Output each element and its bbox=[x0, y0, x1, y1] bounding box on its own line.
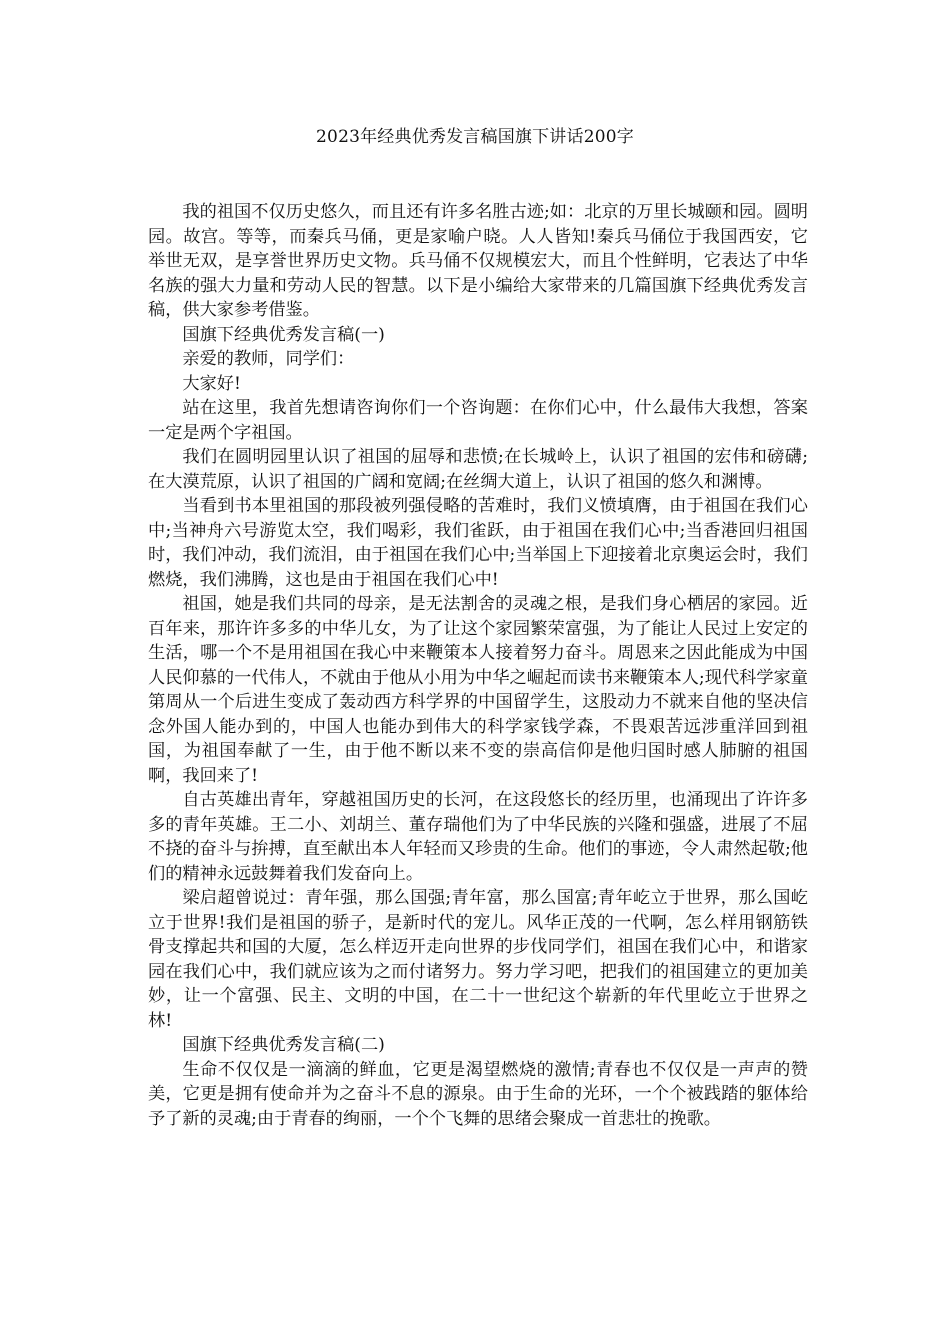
paragraph: 当看到书本里祖国的那段被列强侵略的苦难时，我们义愤填膺，由于祖国在我们心中;当神舟六号游览太空，我们喝彩，我们雀跃，由于祖国在我们心中;当香港回归祖国时，我们冲动，我们流泪，由于祖国在我们心中;当举国上下迎接着北京奥运会时，我们燃烧，我们沸腾，这也是由于祖国在我们心中! bbox=[148, 496, 808, 590]
greeting: 大家好! bbox=[182, 373, 241, 394]
paragraph: 站在这里，我首先想请咨询你们一个咨询题：在你们心中，什么最伟大我想，答案一定是两个字祖国。 bbox=[148, 398, 808, 443]
paragraph: 祖国，她是我们共同的母亲，是无法割舍的灵魂之根，是我们身心栖居的家园。近百年来，那许许多多的中华儿女，为了让这个家园繁荣富强，为了能让人民过上安定的生活，哪一个不是用祖国在我心中来鞭策本人接着努力奋斗。周恩来之因此能成为中国人民仰慕的一代伟人，不就由于他从小用为中华之崛起而读书来鞭策本人;现代科学家童第周从一个后进生变成了轰动西方科学界的中国留学生，这股动力不就来自他的坚决信念外国人能办到的，中国人也能办到伟大的科学家钱学森，不畏艰苦远涉重洋回到祖国，为祖国奉献了一生，由于他不断以来不变的崇高信仰是他归国时感人肺腑的祖国啊，我回来了! bbox=[148, 594, 808, 786]
section-heading: 国旗下经典优秀发言稿(二) bbox=[182, 1035, 385, 1055]
paragraph: 我的祖国不仅历史悠久，而且还有许多名胜古迹;如：北京的万里长城颐和园。圆明园。故宫。等等，而秦兵马俑，更是家喻户晓。人人皆知!秦兵马俑位于我国西安，它举世无双，是享誉世界历史文物。兵马俑不仅规模宏大，而且个性鲜明，它表达了中华名族的强大力量和劳动人民的智慧。以下是小编给大家带来的几篇国旗下经典优秀发言稿，供大家参考借鉴。 bbox=[148, 202, 808, 320]
paragraph: 梁启超曾说过：青年强，那么国强;青年富，那么国富;青年屹立于世界，那么国屹立于世界!我们是祖国的骄子，是新时代的宠儿。风华正茂的一代啊，怎么样用钢筋铁骨支撑起共和国的大厦，怎么样迈开走向世界的步伐同学们，祖国在我们心中，和谐家园在我们心中，我们就应该为之而付诸努力。努力学习吧，把我们的祖国建立的更加美妙，让一个富强、民主、文明的中国，在二十一世纪这个崭新的年代里屹立于世界之林! bbox=[148, 888, 808, 1031]
paragraph: 生命不仅仅是一滴滴的鲜血，它更是渴望燃烧的激情;青春也不仅仅是一声声的赞美，它更是拥有使命并为之奋斗不息的源泉。由于生命的光环，一个个被践踏的躯体给予了新的灵魂;由于青春的绚丽，一个个飞舞的思绪会聚成一首悲壮的挽歌。 bbox=[148, 1059, 808, 1129]
document-body bbox=[148, 200, 808, 1131]
paragraph: 我们在圆明园里认识了祖国的屈辱和悲愤;在长城岭上，认识了祖国的宏伟和磅礴;在大漠荒原，认识了祖国的广阔和宽阔;在丝绸大道上，认识了祖国的悠久和渊博。 bbox=[148, 447, 808, 492]
salutation: 亲爱的教师，同学们： bbox=[182, 349, 355, 369]
document-title: 2023年经典优秀发言稿国旗下讲话200字 bbox=[316, 127, 634, 147]
section-heading: 国旗下经典优秀发言稿(一) bbox=[182, 324, 385, 345]
paragraph: 自古英雄出青年，穿越祖国历史的长河，在这段悠长的经历里，也涌现出了许许多多的青年英雄。王二小、刘胡兰、董存瑞他们为了中华民族的兴隆和强盛，进展了不屈不挠的奋斗与拚搏，直至献出本人年轻而又珍贵的生命。他们的事迹，令人肃然起敬;他们的精神永远鼓舞着我们发奋向上。 bbox=[148, 790, 808, 884]
